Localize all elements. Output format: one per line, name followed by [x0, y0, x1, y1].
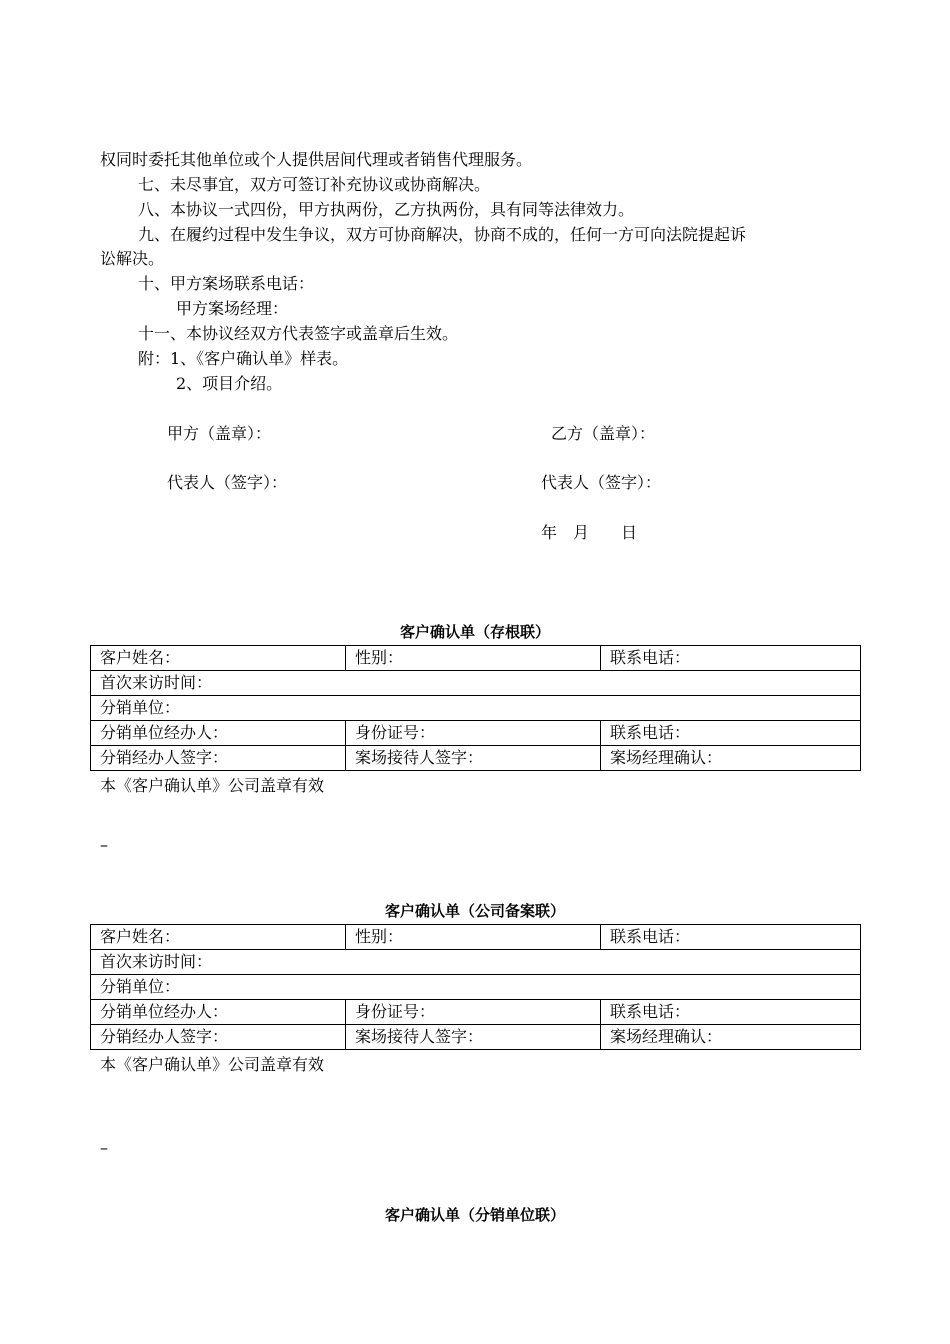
form-title-company: 客户确认单（公司备案联）	[384, 902, 565, 920]
reception-sign-cell: 案场接待人签字：	[346, 1025, 601, 1050]
party-b-rep: 代表人（签字）：	[541, 473, 662, 492]
table-row	[91, 925, 861, 950]
distributor-cell: 分销单位：	[91, 975, 861, 1000]
form-title-stub: 客户确认单（存根联）	[399, 623, 550, 641]
clause-11: 十一、本协议经双方代表签字或盖章后生效。	[138, 324, 459, 343]
customer-name-cell: 客户姓名：	[91, 646, 346, 671]
manager-confirm-cell: 案场经理确认：	[601, 1025, 861, 1050]
first-visit-cell: 首次来访时间：	[91, 950, 861, 975]
agent-sign-cell: 分销经办人签字：	[91, 1025, 346, 1050]
party-b-seal: 乙方（盖章）：	[551, 424, 656, 443]
phone-cell: 联系电话：	[601, 721, 861, 746]
customer-name-cell: 客户姓名：	[91, 925, 346, 950]
clause-8: 八、本协议一式四份，甲方执两份，乙方执两份，具有同等法律效力。	[138, 200, 635, 219]
attachment-1: 附：1、《客户确认单》样表。	[138, 349, 349, 368]
customer-form-company	[90, 924, 861, 1050]
table-row	[91, 975, 861, 1000]
distributor-cell: 分销单位：	[91, 696, 861, 721]
clause-7: 七、未尽事宜，双方可签订补充协议或协商解决。	[138, 175, 491, 194]
clause-continuation: 权同时委托其他单位或个人提供居间代理或者销售代理服务。	[100, 150, 533, 169]
gender-cell: 性别：	[346, 925, 601, 950]
table-row	[91, 721, 861, 746]
phone-cell: 联系电话：	[601, 1000, 861, 1025]
gender-cell: 性别：	[346, 646, 601, 671]
table-row	[91, 646, 861, 671]
table-row	[91, 1025, 861, 1050]
first-visit-cell: 首次来访时间：	[91, 671, 861, 696]
table-row	[91, 746, 861, 771]
phone-cell: 联系电话：	[601, 925, 861, 950]
distributor-agent-cell: 分销单位经办人：	[91, 1000, 346, 1025]
agent-sign-cell: 分销经办人签字：	[91, 746, 346, 771]
id-number-cell: 身份证号：	[346, 1000, 601, 1025]
form-title-distributor: 客户确认单（分销单位联）	[384, 1206, 565, 1224]
table-row	[91, 950, 861, 975]
separator-dash: –	[100, 835, 108, 854]
manager-confirm-cell: 案场经理确认：	[601, 746, 861, 771]
party-a-rep: 代表人（签字）：	[167, 473, 288, 492]
clause-9-end: 讼解决。	[100, 249, 165, 268]
clause-9: 九、在履约过程中发生争议，双方可协商解决，协商不成的，任何一方可向法院提起诉	[138, 225, 747, 244]
table-row	[91, 671, 861, 696]
reception-sign-cell: 案场接待人签字：	[346, 746, 601, 771]
distributor-agent-cell: 分销单位经办人：	[91, 721, 346, 746]
customer-form-stub	[90, 645, 861, 771]
sign-date: 年 月 日	[541, 523, 638, 542]
separator-dash: –	[100, 1138, 108, 1157]
table-row	[91, 696, 861, 721]
table-row	[91, 1000, 861, 1025]
form-note: 本《客户确认单》公司盖章有效	[100, 776, 325, 795]
clause-10: 十、甲方案场联系电话：	[138, 274, 315, 293]
phone-cell: 联系电话：	[601, 646, 861, 671]
clause-10-manager: 甲方案场经理：	[176, 299, 289, 318]
id-number-cell: 身份证号：	[346, 721, 601, 746]
party-a-seal: 甲方（盖章）：	[167, 424, 272, 443]
form-note: 本《客户确认单》公司盖章有效	[100, 1055, 325, 1074]
attachment-2: 2、项目介绍。	[176, 374, 283, 393]
